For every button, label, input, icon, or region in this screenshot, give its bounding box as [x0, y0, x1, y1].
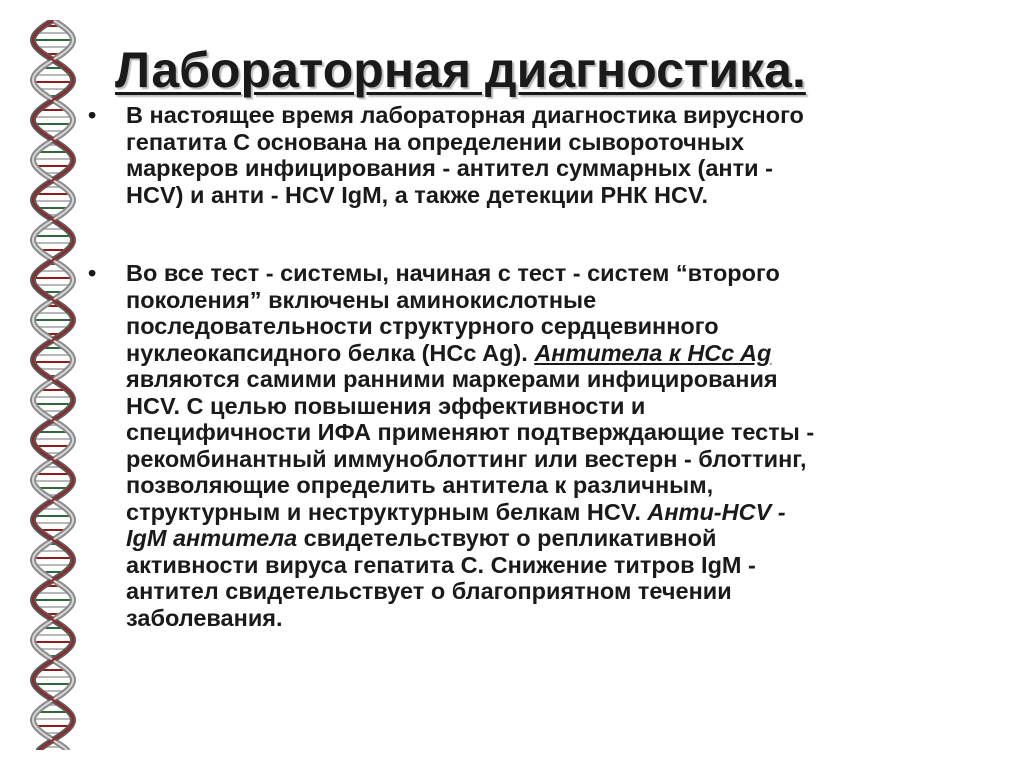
- dna-helix-decoration: [22, 20, 84, 750]
- emphasized-text: IgM антитела: [126, 525, 298, 551]
- text-run: HCV) и анти - HCV IgM, а также детекции РНК HCV.: [126, 181, 708, 208]
- text-line: [126, 313, 988, 340]
- text-line: [126, 393, 988, 420]
- text-run: антител свидетельствует о благоприятном течении: [126, 578, 732, 604]
- text-line: [126, 419, 988, 446]
- text-line: [126, 578, 988, 605]
- text-run: маркеров инфицирования - антител суммарных (анти -: [126, 155, 773, 181]
- text-run: активности вируса гепатита С. Снижение титров IgM -: [126, 551, 756, 578]
- text-run: структурным и неструктурным белкам HCV.: [126, 498, 648, 525]
- text-line: [126, 499, 988, 526]
- slide-body: [88, 102, 988, 631]
- text-run: рекомбинантный иммуноблоттинг или вестерн - блоттинг,: [126, 445, 807, 472]
- slide-title: Лабораторная диагностика.: [115, 42, 806, 98]
- text-run: специфичности ИФА применяют подтверждающие тесты -: [126, 419, 815, 445]
- bullet-marker: •: [88, 102, 97, 128]
- bullet-item: [88, 260, 988, 631]
- text-run: свидетельствуют о репликативной: [297, 525, 717, 551]
- text-line: [126, 260, 988, 287]
- dna-helix-image: [22, 20, 84, 750]
- text-run: HCV. С целью повышения эффективности и: [126, 392, 646, 419]
- text-line: [126, 287, 988, 314]
- bullet-item: [88, 102, 988, 208]
- text-line: [126, 182, 988, 209]
- text-line: [126, 102, 988, 129]
- text-run: Во все тест - системы, начиная с тест - систем “второго: [126, 260, 780, 286]
- text-line: [126, 552, 988, 579]
- text-run: являются самими ранними маркерами инфицирования: [126, 366, 778, 392]
- text-line: [126, 605, 988, 632]
- text-line: [126, 525, 988, 552]
- emphasized-text: Антитела к HCc Ag: [534, 339, 772, 366]
- emphasized-text: Анти-HCV -: [647, 498, 786, 525]
- text-line: [126, 446, 988, 473]
- text-line: [126, 340, 988, 367]
- text-line: [126, 155, 988, 182]
- text-run: позволяющие определить антитела к различным,: [126, 472, 714, 498]
- text-line: [126, 366, 988, 393]
- text-line: [126, 129, 988, 156]
- text-run: заболевания.: [126, 604, 283, 631]
- text-run: нуклеокапсидного белка (HCc Ag).: [126, 339, 535, 366]
- bullet-marker: •: [88, 260, 97, 286]
- text-line: [126, 472, 988, 499]
- text-run: поколения” включены аминокислотные: [126, 286, 597, 313]
- text-run: гепатита С основана на определении сывороточных: [126, 128, 745, 155]
- text-run: последовательности структурного сердцевинного: [126, 313, 719, 339]
- text-run: В настоящее время лабораторная диагностика вирусного: [126, 102, 804, 128]
